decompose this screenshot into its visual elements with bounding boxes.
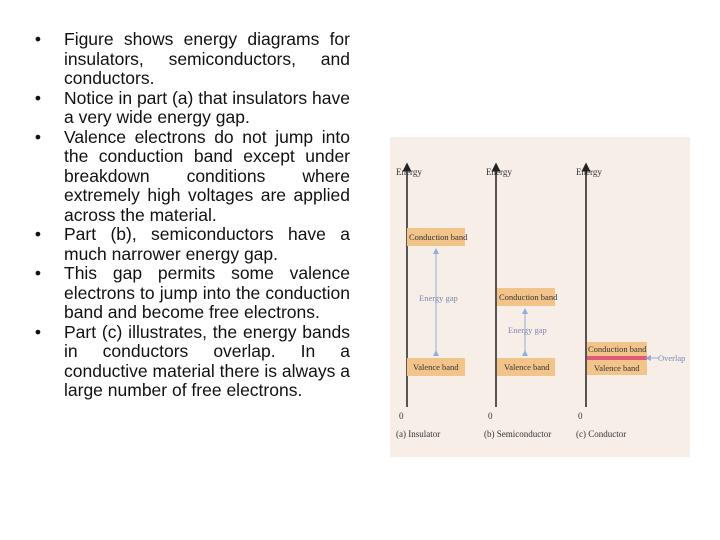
bullet-text: Part (c) illustrates, the energy bands in conductors overlap. In a conductive material there is always a large number of free electrons. bbox=[64, 321, 350, 400]
caption-insulator: (a) Insulator bbox=[396, 429, 441, 439]
bullet-list bbox=[28, 30, 350, 401]
valence-band-label: Valence band bbox=[594, 363, 640, 373]
semiconductor-diagram bbox=[484, 167, 558, 439]
caption-semiconductor: (b) Semiconductor bbox=[484, 429, 552, 439]
zero-label: 0 bbox=[399, 411, 404, 421]
valence-band-label: Valence band bbox=[413, 362, 459, 372]
bullet-text: This gap permits some valence electrons to jump into the conduction band and become free electrons. bbox=[64, 263, 350, 322]
conduction-band-label: Conduction band bbox=[409, 232, 468, 242]
bullet-text: Figure shows energy diagrams for insulators, semiconductors, and conductors. bbox=[64, 29, 350, 88]
conduction-band-label: Conduction band bbox=[588, 344, 647, 354]
bullet-item: • Part (b), semiconductors have a much narrower energy gap. bbox=[34, 224, 350, 264]
bullet-item: • Valence electrons do not jump into the conduction band except under breakdown conditions where extremely high voltages are applied across the material. bbox=[34, 126, 350, 225]
caption-conductor: (c) Conductor bbox=[576, 429, 627, 439]
energy-gap-label: Energy gap bbox=[419, 293, 458, 303]
conductor-diagram bbox=[576, 167, 685, 439]
bullet-text: Valence electrons do not jump into the conduction band except under breakdown conditions where extremely high voltages are applied across the material. bbox=[64, 126, 350, 225]
valence-band-label: Valence band bbox=[504, 362, 550, 372]
energy-axis-label: Energy bbox=[576, 167, 602, 177]
insulator-diagram bbox=[396, 167, 468, 439]
energy-axis-label: Energy bbox=[486, 167, 512, 177]
bullet-item: • Notice in part (a) that insulators have a very wide energy gap. bbox=[34, 87, 350, 127]
bullet-text: Notice in part (a) that insulators have a very wide energy gap. bbox=[64, 87, 350, 127]
overlap-line bbox=[587, 356, 647, 360]
zero-label: 0 bbox=[488, 411, 493, 421]
energy-gap-label: Energy gap bbox=[508, 325, 547, 335]
energy-band-figure bbox=[390, 137, 690, 457]
zero-label: 0 bbox=[578, 411, 583, 421]
bullet-text: Part (b), semiconductors have a much narrower energy gap. bbox=[64, 224, 350, 264]
energy-axis-label: Energy bbox=[396, 167, 422, 177]
bullet-item: • Figure shows energy diagrams for insulators, semiconductors, and conductors. bbox=[34, 29, 350, 88]
conduction-band-label: Conduction band bbox=[499, 292, 558, 302]
bullet-item: • This gap permits some valence electrons to jump into the conduction band and become free electrons. bbox=[34, 263, 350, 322]
bullet-item: • Part (c) illustrates, the energy bands in conductors overlap. In a conductive material there is always a large number of free electrons. bbox=[34, 321, 350, 400]
overlap-label: Overlap bbox=[658, 353, 686, 363]
energy-band-diagram bbox=[390, 137, 690, 457]
